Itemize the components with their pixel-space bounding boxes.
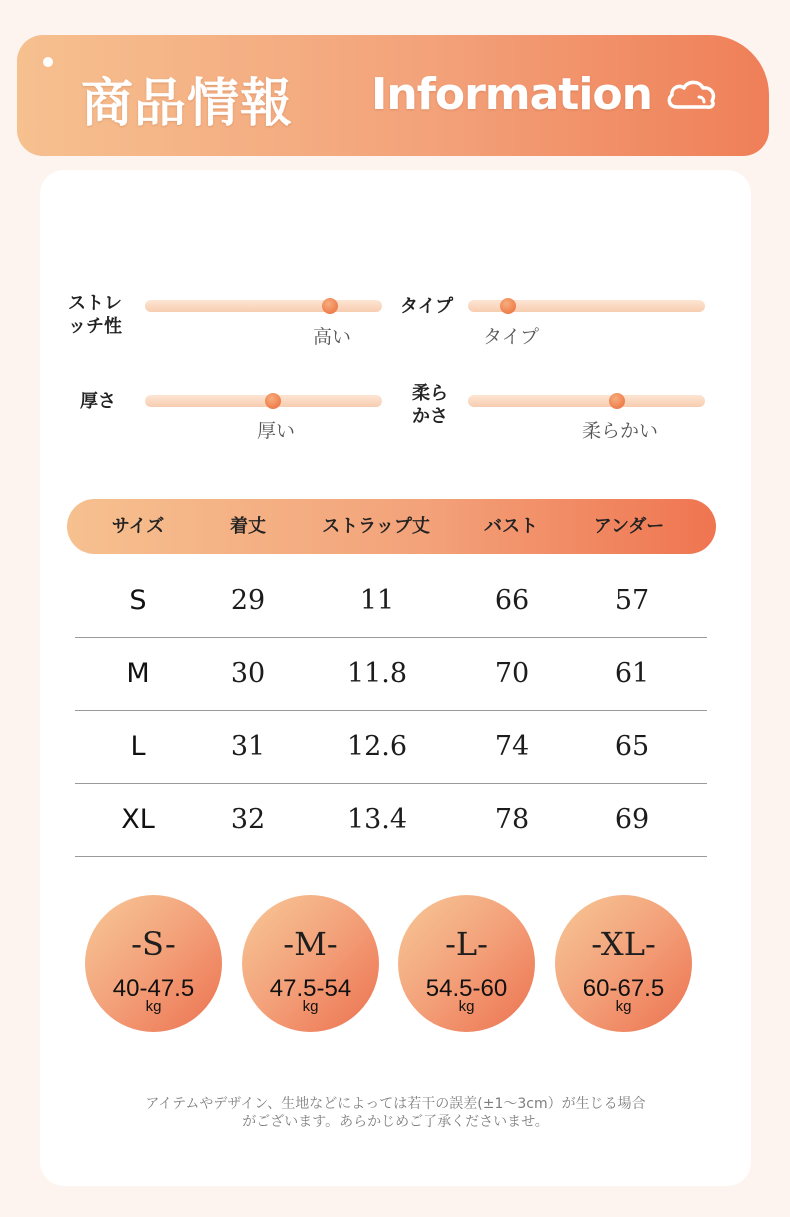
weight-badge-l (398, 895, 535, 1032)
property-knob (265, 393, 281, 409)
property-knob (322, 298, 338, 314)
property-value-stretch: 高い (312, 326, 352, 348)
property-value-thickness: 厚い (256, 420, 296, 442)
cell-bust: 74 (494, 731, 530, 762)
property-label-softness: 柔ら かさ (412, 383, 448, 427)
weight-badge-range: 47.5-54 (269, 975, 352, 1002)
cell-under: 65 (614, 731, 650, 762)
property-value-type: タイプ (482, 326, 540, 348)
table-row (75, 638, 707, 711)
disclaimer-line-1: アイテムやデザイン、生地などによっては若干の誤差(±1〜3cm）が生じる場合 (145, 1096, 646, 1112)
weight-badge-size: -L- (445, 925, 488, 963)
cell-size: L (130, 731, 146, 762)
cell-strap: 12.6 (346, 731, 408, 762)
cell-size: XL (121, 804, 155, 835)
weight-badge-unit: kg (615, 998, 632, 1015)
header-bust: バスト (484, 516, 538, 537)
header-banner (17, 35, 769, 156)
property-knob (609, 393, 625, 409)
page-title: 商品情報 (81, 74, 294, 134)
cell-length: 30 (230, 658, 266, 689)
weight-badge-range: 40-47.5 (112, 975, 195, 1002)
table-row (75, 711, 707, 784)
cell-bust: 70 (494, 658, 530, 689)
weight-badge-unit: kg (302, 998, 319, 1015)
page-subtitle: Information (371, 69, 652, 120)
property-label-stretch: ストレ ッチ性 (68, 293, 122, 337)
disclaimer-line-2: がございます。あらかじめご了承くださいませ。 (242, 1114, 549, 1130)
weight-badge-range: 60-67.5 (582, 975, 665, 1002)
property-value-softness: 柔らかい (581, 420, 659, 442)
weight-badge-range: 54.5-60 (425, 975, 508, 1002)
cell-strap: 13.4 (346, 804, 408, 835)
weight-badge-size: -M- (283, 925, 338, 963)
size-table-header (67, 499, 716, 554)
cell-size: M (126, 658, 150, 689)
weight-badge-m (242, 895, 379, 1032)
cell-under: 61 (614, 658, 650, 689)
property-label-type: タイプ (400, 296, 454, 317)
table-row (75, 784, 707, 857)
header-length: 着丈 (230, 516, 266, 537)
property-knob (500, 298, 516, 314)
decorative-dot (43, 57, 53, 67)
cell-strap: 11 (359, 585, 395, 616)
weight-badge-unit: kg (458, 998, 475, 1015)
header-size: サイズ (111, 516, 165, 537)
cell-length: 32 (230, 804, 266, 835)
cell-under: 57 (614, 585, 650, 616)
cell-length: 31 (230, 731, 266, 762)
weight-badge-size: -XL- (591, 925, 656, 963)
disclaimer-note (40, 1095, 751, 1131)
cell-bust: 66 (494, 585, 530, 616)
weight-badge-s (85, 895, 222, 1032)
header-strap-length: ストラップ丈 (322, 516, 430, 537)
property-label-thickness: 厚さ (80, 391, 116, 412)
weight-badge-xl (555, 895, 692, 1032)
property-track-softness (468, 395, 705, 407)
property-track-type (468, 300, 705, 312)
row-divider (75, 856, 707, 857)
cloud-icon (663, 75, 719, 115)
header-under: アンダー (593, 516, 665, 537)
weight-badge-unit: kg (145, 998, 162, 1015)
cell-strap: 11.8 (346, 658, 408, 689)
cell-size: S (129, 585, 147, 616)
cell-length: 29 (230, 585, 266, 616)
cell-under: 69 (614, 804, 650, 835)
table-row (75, 565, 707, 638)
property-track-stretch (145, 300, 382, 312)
weight-badge-size: -S- (131, 925, 176, 963)
property-track-thickness (145, 395, 382, 407)
cell-bust: 78 (494, 804, 530, 835)
